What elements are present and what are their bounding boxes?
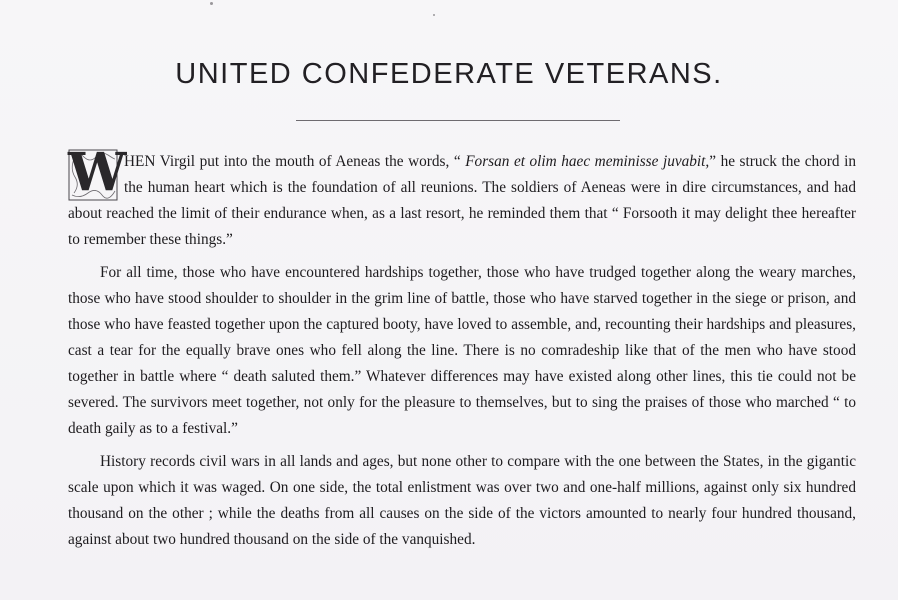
dropcap-letter: W [68, 142, 127, 203]
text-segment: Virgil put into the mouth of Aeneas the words, “ [155, 153, 466, 170]
text-segment: ” he struck the chord in the human heart which is the foundation of all reunions. The soldiers of Aeneas were in dire circumstances, and had about reached the limit of their endurance when, as a last resort, he reminded them that “ Forsooth it may delight thee hereafter to remember these things.” [68, 153, 856, 248]
paper-speck [433, 14, 435, 16]
paper-speck [210, 2, 213, 5]
latin-quote: Forsan et olim haec meminisse juvabit, [465, 153, 710, 170]
title-divider [296, 120, 620, 121]
paragraph-1 [68, 142, 856, 253]
paragraph-2: For all time, those who have encountered hardships together, those who have trudged together along the weary marches, those who have stood shoulder to shoulder in the grim line of battle, those who have starved together in the siege or prison, and those who have feasted together upon the captured booty, have loved to assemble, and, recounting their hardships and pleasures, cast a tear for the equally brave ones who fell along the line. There is no comradeship like that of the men who have stood together in battle where “ death saluted them.” Whatever differences may have existed along other lines, this tie could not be severed. The survivors meet together, not only for the pleasure to themselves, but to sing the praises of those who marched “ to death gaily as to a festival.” [68, 264, 856, 437]
document-body [68, 142, 856, 553]
document-title: UNITED CONFEDERATE VETERANS. [175, 58, 723, 90]
paragraph-3: History records civil wars in all lands and ages, but none other to compare with the one between the States, in the gigantic scale upon which it was waged. On one side, the total enlistment was over two and one-half millions, against only six hundred thousand on the other ; while the deaths from all causes on the side of the victors amounted to nearly four hundred thousand, against about two hundred thousand on the side of the vanquished. [68, 453, 856, 548]
dropcap-ornament [68, 142, 127, 203]
first-word-rest: HEN [124, 153, 156, 170]
